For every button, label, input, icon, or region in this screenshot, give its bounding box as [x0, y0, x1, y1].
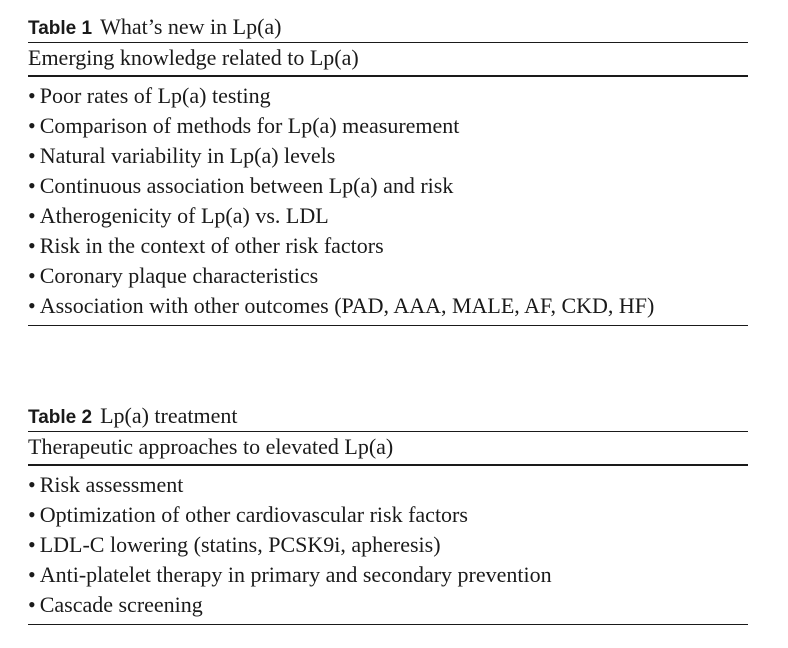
table-1 [28, 14, 748, 326]
table-1-title: What’s new in Lp(a) [100, 14, 282, 39]
list-item: • Coronary plaque characteristics [28, 263, 319, 288]
list-item: • Comparison of methods for Lp(a) measurement [28, 113, 460, 138]
list-item: • Risk in the context of other risk factors [28, 233, 384, 258]
table-2-caption [28, 403, 748, 432]
list-item: • Atherogenicity of Lp(a) vs. LDL [28, 203, 329, 228]
list-item: • Continuous association between Lp(a) and risk [28, 173, 454, 198]
table-1-caption [28, 14, 748, 43]
table-1-header: Emerging knowledge related to Lp(a) [28, 43, 748, 77]
table-2-list [28, 466, 748, 625]
list-item: • Optimization of other cardiovascular risk factors [28, 502, 468, 527]
list-item: • Association with other outcomes (PAD, AAA, MALE, AF, CKD, HF) [28, 293, 655, 318]
table-1-number: Table 1 [28, 18, 93, 39]
list-item: • Poor rates of Lp(a) testing [28, 83, 271, 108]
table-2-header: Therapeutic approaches to elevated Lp(a) [28, 432, 748, 466]
list-item: • Risk assessment [28, 472, 184, 497]
list-item: • Cascade screening [28, 592, 203, 617]
table-1-list [28, 77, 748, 326]
list-item: • LDL-C lowering (statins, PCSK9i, apheresis) [28, 532, 441, 557]
table-2-number: Table 2 [28, 407, 93, 428]
table-2 [28, 403, 748, 625]
list-item: • Natural variability in Lp(a) levels [28, 143, 336, 168]
table-2-title: Lp(a) treatment [100, 403, 238, 428]
list-item: • Anti-platelet therapy in primary and secondary prevention [28, 562, 552, 587]
